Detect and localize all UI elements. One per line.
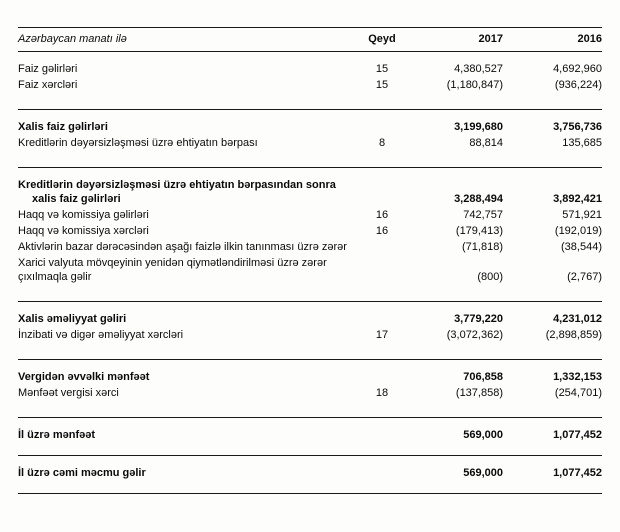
section-profit-for-year	[18, 417, 602, 455]
section-after-provision	[18, 167, 602, 301]
row-note: 8	[378, 137, 386, 149]
row-note: 18	[375, 387, 389, 399]
table-row	[18, 369, 602, 385]
table-row	[18, 465, 602, 481]
section-operating-income	[18, 301, 602, 359]
row-label: Faiz xərcləri	[18, 79, 78, 91]
row-label: Xalis əməliyyat gəliri	[18, 313, 127, 325]
value-2017: 3,288,494	[454, 193, 503, 205]
value-2017: 3,199,680	[454, 121, 503, 133]
value-2017: 706,858	[463, 371, 503, 383]
row-note: 17	[375, 329, 389, 341]
row-label: Kreditlərin dəyərsizləşməsi üzrə ehtiyatın bərpası	[18, 137, 258, 149]
row-label: Mənfəət vergisi xərci	[18, 387, 119, 399]
value-2016: 135,685	[562, 137, 602, 149]
row-note: 15	[375, 79, 389, 91]
value-2016: 1,077,452	[553, 429, 602, 441]
row-label: Faiz gəlirləri	[18, 63, 78, 75]
table-header-row	[18, 27, 602, 52]
value-2016: (254,701)	[554, 387, 602, 399]
value-2016: 3,892,421	[553, 193, 602, 205]
table-row	[18, 177, 602, 207]
row-label: Haqq və komissiya xərcləri	[18, 225, 149, 237]
table-row	[18, 61, 602, 77]
row-label: Xalis faiz gəlirləri	[18, 121, 108, 133]
row-label: Kreditlərin dəyərsizləşməsi üzrə ehtiyatın bərpasından sonra xalis faiz gəlirləri	[18, 179, 336, 205]
value-2016: 3,756,736	[553, 121, 602, 133]
value-2016: (192,019)	[554, 225, 602, 237]
row-note: 16	[375, 225, 389, 237]
row-note: 16	[375, 209, 389, 221]
value-2017: 4,380,527	[454, 63, 503, 75]
year-2016-column-header: 2016	[577, 33, 602, 45]
value-2017: 742,757	[463, 209, 503, 221]
value-2017: 88,814	[469, 137, 503, 149]
table-row	[18, 385, 602, 401]
value-2016: (2,898,859)	[545, 329, 602, 341]
year-2017-column-header: 2017	[478, 33, 503, 45]
value-2016: 1,077,452	[553, 467, 602, 479]
table-row	[18, 255, 602, 285]
value-2016: (2,767)	[567, 271, 602, 283]
value-2017: (179,413)	[455, 225, 503, 237]
value-2016: (936,224)	[554, 79, 602, 91]
section-net-interest	[18, 109, 602, 167]
value-2017: (800)	[477, 271, 503, 283]
value-2017: (137,858)	[455, 387, 503, 399]
value-2016: 4,231,012	[553, 313, 602, 325]
table-row	[18, 119, 602, 135]
row-label: Xarici valyuta mövqeyinin yenidən qiymətləndirilməsi üzrə zərər çıxılmaqla gəlir	[18, 257, 327, 283]
row-note: 15	[375, 63, 389, 75]
value-2016: 1,332,153	[553, 371, 602, 383]
row-label: Haqq və komissiya gəlirləri	[18, 209, 149, 221]
table-row	[18, 207, 602, 223]
currency-basis-label: Azərbaycan manatı ilə	[18, 33, 127, 45]
section-total-comprehensive-income	[18, 455, 602, 494]
table-row	[18, 77, 602, 93]
value-2016: (38,544)	[561, 241, 602, 253]
note-column-header: Qeyd	[368, 33, 396, 45]
row-label: Vergidən əvvəlki mənfəət	[18, 371, 150, 383]
value-2017: (3,072,362)	[446, 329, 503, 341]
table-row	[18, 427, 602, 443]
value-2017: 569,000	[463, 429, 503, 441]
value-2017: (71,818)	[462, 241, 503, 253]
table-row	[18, 223, 602, 239]
section-interest	[18, 52, 602, 109]
value-2016: 571,921	[562, 209, 602, 221]
table-row	[18, 327, 602, 343]
value-2017: 569,000	[463, 467, 503, 479]
table-row	[18, 135, 602, 151]
table-row	[18, 239, 602, 255]
row-label: Aktivlərin bazar dərəcəsindən aşağı faizlə ilkin tanınması üzrə zərər	[18, 241, 347, 253]
row-label: İl üzrə cəmi məcmu gəlir	[18, 467, 146, 479]
income-statement-table	[18, 27, 602, 494]
row-label: İnzibati və digər əməliyyat xərcləri	[18, 329, 184, 341]
value-2017: 3,779,220	[454, 313, 503, 325]
section-profit-before-tax	[18, 359, 602, 417]
row-label: İl üzrə mənfəət	[18, 429, 96, 441]
table-row	[18, 311, 602, 327]
value-2017: (1,180,847)	[446, 79, 503, 91]
value-2016: 4,692,960	[553, 63, 602, 75]
